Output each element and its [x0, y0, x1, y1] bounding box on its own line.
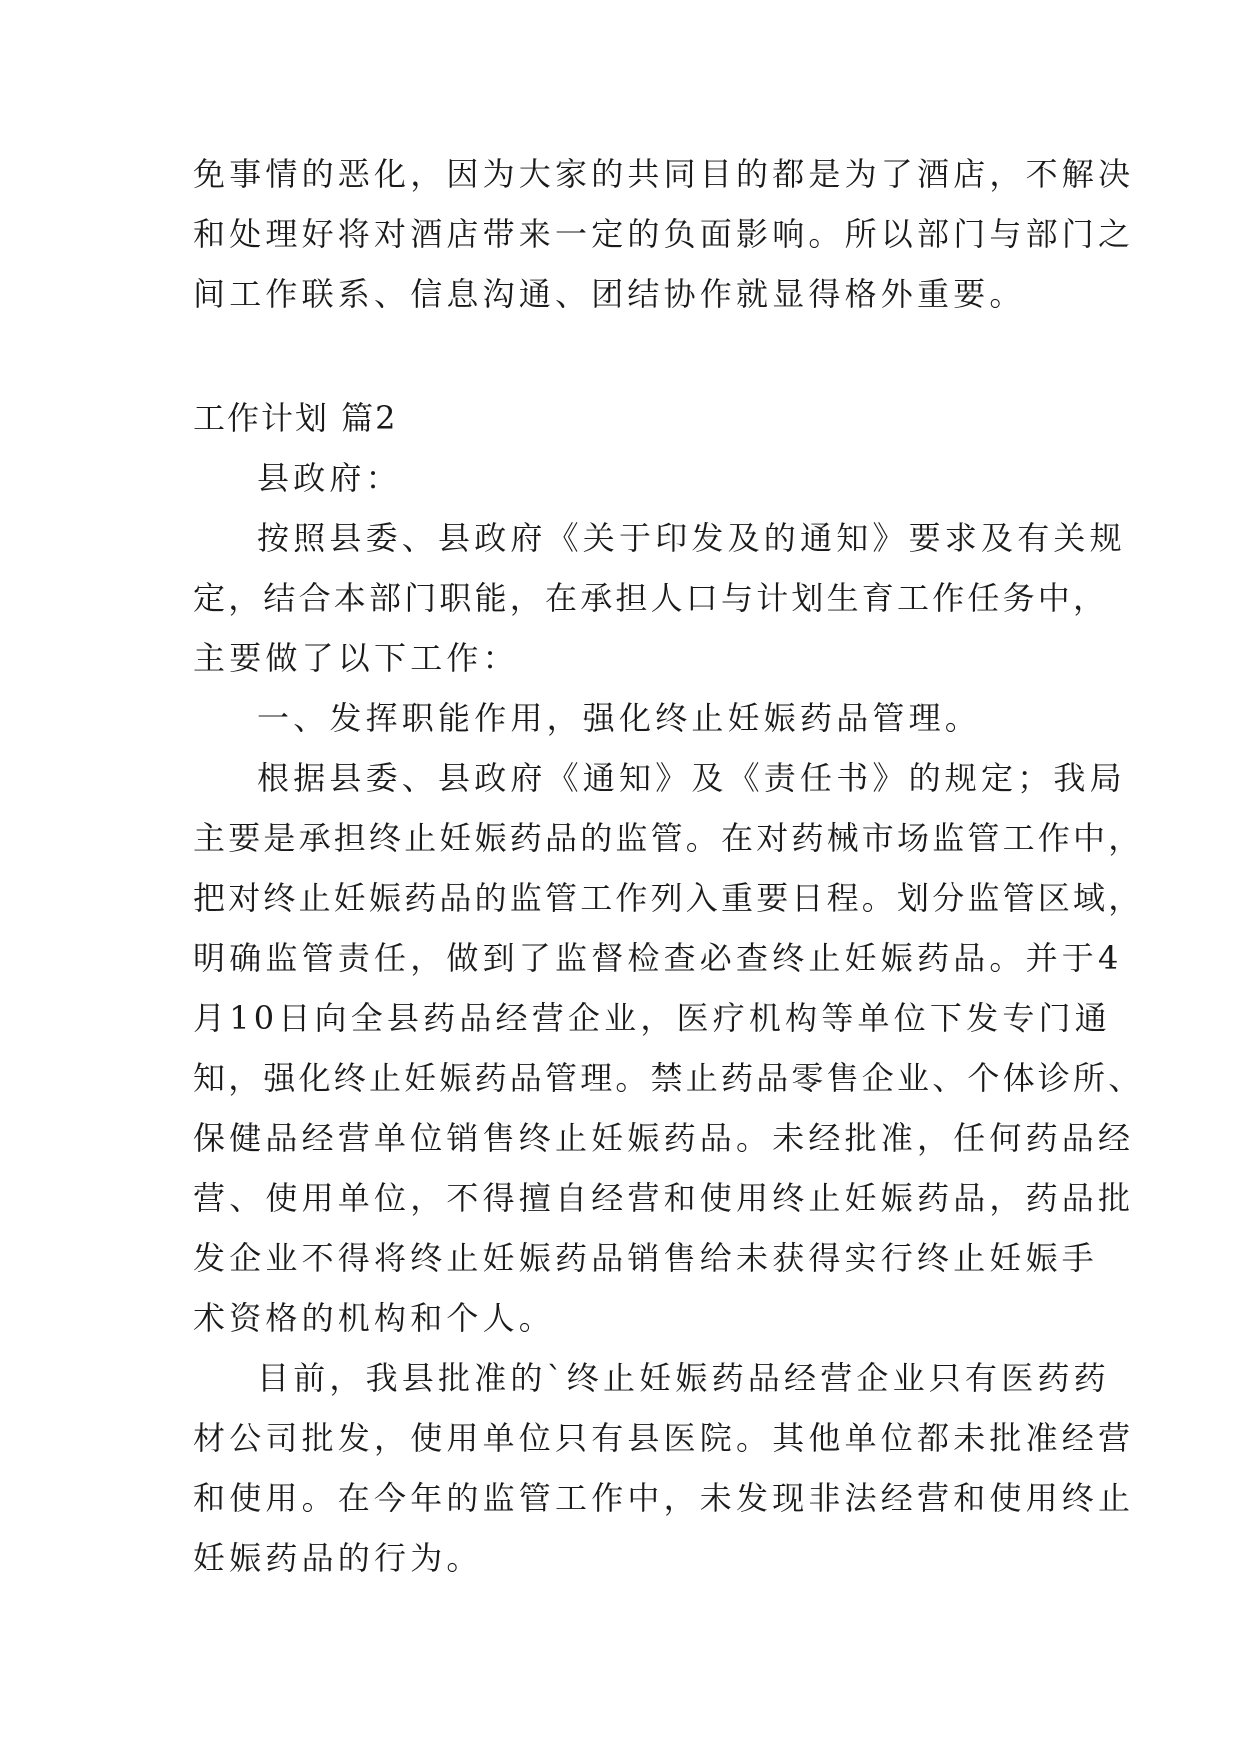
text-line: 保健品经营单位销售终止妊娠药品。未经批准，任何药品经 [193, 1119, 1135, 1157]
text-line: 术资格的机构和个人。 [193, 1299, 556, 1337]
subheading: 一、发挥职能作用，强化终止妊娠药品管理。 [257, 699, 982, 737]
text-line: 定，结合本部门职能，在承担人口与计划生育工作任务中， [193, 579, 1109, 617]
salutation: 县政府： [257, 459, 402, 497]
text-line: 主要是承担终止妊娠药品的监管。在对药械市场监管工作中， [193, 819, 1144, 857]
text-line: 材公司批发，使用单位只有县医院。其他单位都未批准经营 [193, 1419, 1135, 1457]
text-line: 免事情的恶化，因为大家的共同目的都是为了酒店，不解决 [193, 155, 1135, 193]
text-line: 和处理好将对酒店带来一定的负面影响。所以部门与部门之 [193, 215, 1135, 253]
text-line: 发企业不得将终止妊娠药品销售给未获得实行终止妊娠手 [193, 1239, 1099, 1277]
text-line: 间工作联系、信息沟通、团结协作就显得格外重要。 [193, 275, 1026, 313]
text-line: 和使用。在今年的监管工作中，未发现非法经营和使用终止 [193, 1479, 1135, 1517]
text-line: 主要做了以下工作： [193, 639, 519, 677]
text-line: 把对终止妊娠药品的监管工作列入重要日程。划分监管区域， [193, 879, 1144, 917]
text-line: 妊娠药品的行为。 [193, 1539, 483, 1577]
section-heading: 工作计划 篇2 [193, 399, 398, 437]
text-line: 知，强化终止妊娠药品管理。禁止药品零售企业、个体诊所、 [193, 1059, 1144, 1097]
text-line: 按照县委、县政府《关于印发及的通知》要求及有关规 [257, 519, 1126, 557]
text-line: 月10日向全县药品经营企业，医疗机构等单位下发专门通 [193, 999, 1111, 1037]
text-line: 根据县委、县政府《通知》及《责任书》的规定；我局 [257, 759, 1126, 797]
text-line: 明确监管责任，做到了监督检查必查终止妊娠药品。并于4 [193, 939, 1123, 977]
text-line: 营、使用单位，不得擅自经营和使用终止妊娠药品，药品批 [193, 1179, 1135, 1217]
text-line: 目前，我县批准的`终止妊娠药品经营企业只有医药药 [257, 1359, 1110, 1397]
